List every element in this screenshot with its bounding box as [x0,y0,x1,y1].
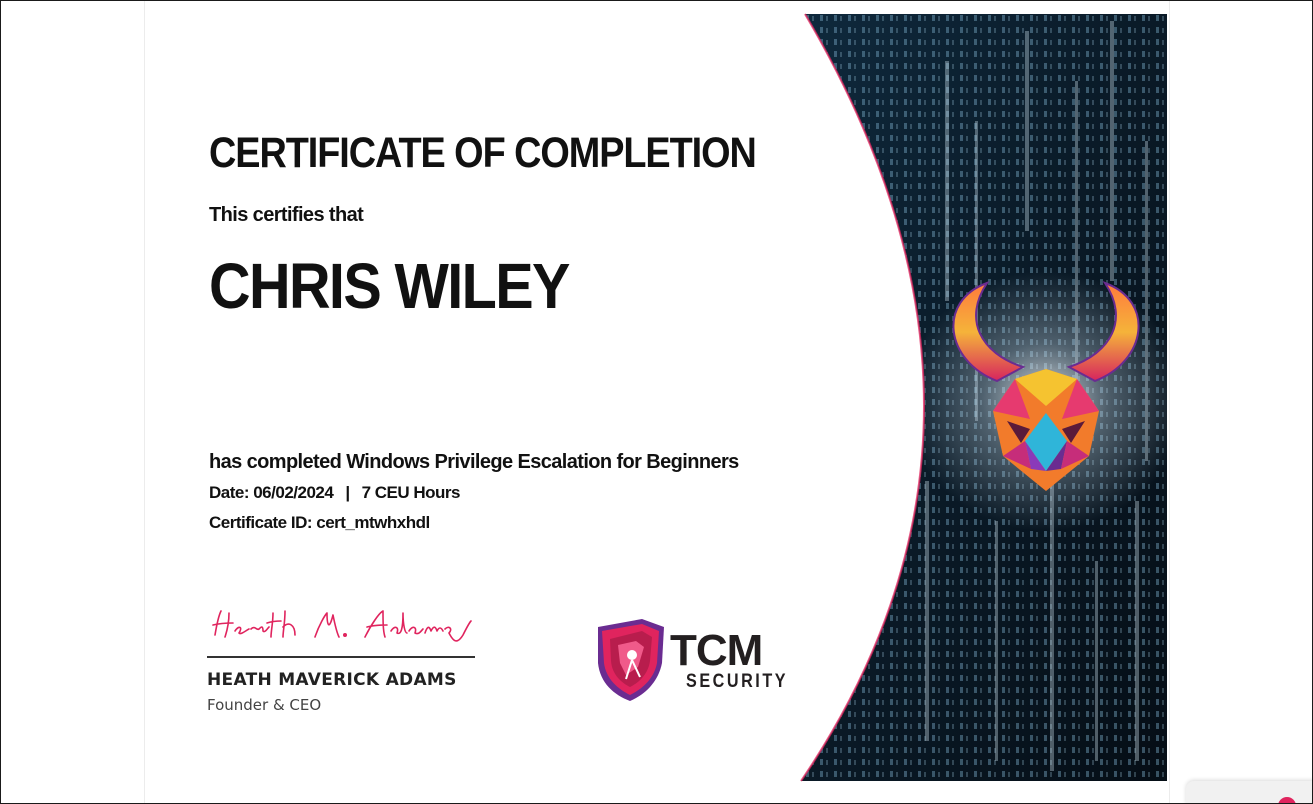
certificate-details [209,448,739,538]
hours-label: 7 CEU Hours [361,483,461,502]
certificate-id: Certificate ID: cert_mtwhxhdl [209,513,430,532]
tcm-security-logo [592,615,812,707]
course-line: has completed Windows Privilege Escalation for Beginners [209,451,739,473]
separator: | [345,483,350,502]
help-widget-dot-icon[interactable] [1278,797,1296,804]
tcm-shield-icon [592,617,668,703]
recipient-name: CHRIS WILEY [209,250,569,322]
help-widget[interactable] [1186,781,1313,804]
signature-block [207,605,477,714]
handwritten-signature [207,605,477,647]
signer-title: Founder & CEO [207,696,322,714]
certifies-text: This certifies that [209,204,364,226]
logo-main-text: TCM [670,626,763,675]
certificate-title: CERTIFICATE OF COMPLETION [209,129,756,177]
date-label: Date: 06/02/2024 [209,483,334,502]
signature-line [207,656,475,658]
logo-sub-text: SECURITY [686,671,789,692]
date-hours-line [209,478,739,508]
certificate-page [144,1,1170,804]
signer-name: HEATH MAVERICK ADAMS [207,670,457,690]
